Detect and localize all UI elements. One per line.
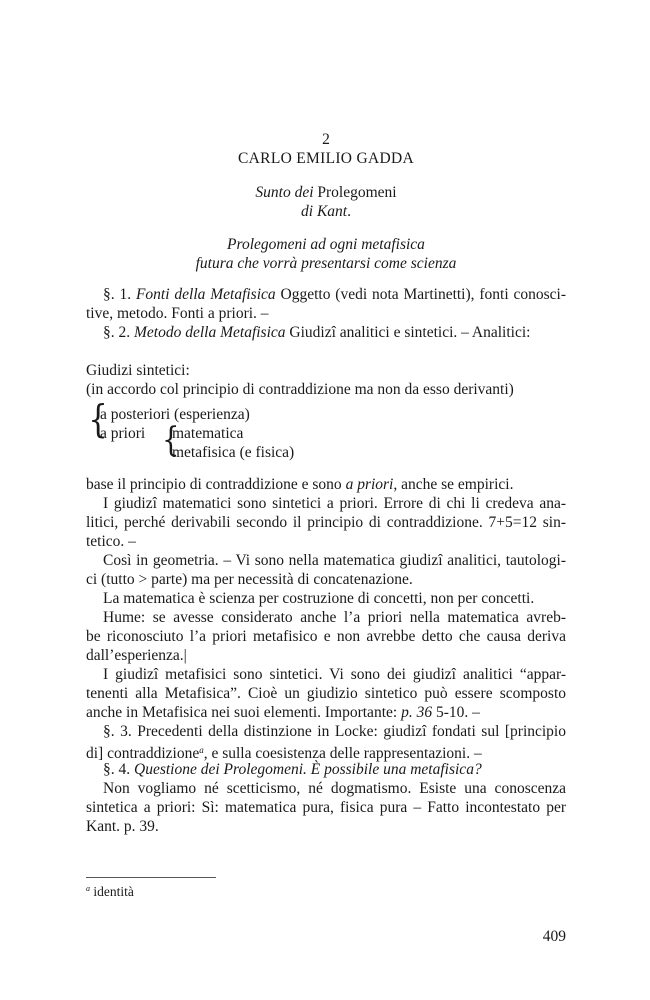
footnote-mark: a bbox=[86, 884, 90, 893]
p7-text-b: , e sulla coesistenza delle rappresentazioni. – bbox=[203, 745, 482, 762]
section-1-line-1 bbox=[86, 285, 566, 304]
section-1-line-2: tive, metodo. Fonti a priori. – bbox=[86, 305, 269, 322]
title-line-2-dot: . bbox=[347, 203, 351, 220]
brace-sub-matematica: matematica bbox=[172, 425, 244, 442]
p6-italic-ref: p. 36 bbox=[401, 704, 433, 721]
paragraph-6-line-3 bbox=[86, 703, 566, 722]
p7-text-a: di] contraddizione bbox=[86, 745, 200, 762]
section-4-label: §. 4. bbox=[103, 761, 134, 778]
section-1-heading: Fonti della Metafisica bbox=[135, 286, 276, 303]
paragraph-3-line-2: ci (tutto > parte) ma per necessità di concatenazione. bbox=[86, 571, 413, 588]
paragraph-3-line-1: Così in geometria. – Vi sono nella matematica giudizî analitici, tautologi- bbox=[103, 552, 566, 569]
footnote-text: identità bbox=[93, 884, 134, 899]
p1-text-a: base il principio di contraddizione e sono bbox=[86, 476, 346, 493]
brace-classification bbox=[86, 397, 386, 463]
paragraph-5-line-2: be riconosciuto l’a priori metafisico e non avrebbe detto che causa deriva bbox=[86, 628, 566, 645]
sintetici-block bbox=[86, 361, 566, 399]
p6-text-a: anche in Metafisica nei suoi elementi. Importante: bbox=[86, 704, 402, 721]
author-name: CARLO EMILIO GADDA bbox=[238, 150, 414, 167]
brace-item-a-posteriori: a posteriori (esperienza) bbox=[100, 406, 250, 423]
footnote bbox=[86, 881, 134, 900]
paragraph-6-line-2: tenenti alla Metafisica”. Cioè un giudizio sintetico può essere scomposto bbox=[86, 685, 566, 702]
paragraph-9-line-1: Non vogliamo né scetticismo, né dogmatismo. Esiste una conoscenza bbox=[103, 780, 566, 797]
inner-brace-icon: { bbox=[162, 420, 180, 460]
paragraph-6-line-1: I giudizî metafisici sono sintetici. Vi sono dei giudizî analitici “appar- bbox=[103, 666, 566, 683]
footnote-rule bbox=[86, 877, 216, 878]
paragraph-2-line-1: I giudizî matematici sono sintetici a priori. Errore di chi li credeva ana- bbox=[103, 495, 566, 512]
title-line-2-italic: di Kant bbox=[301, 203, 348, 220]
paragraph-5-line-1: Hume: se avesse considerato anche l’a priori nella matematica avreb- bbox=[103, 609, 566, 626]
paragraph-9-line-3: Kant. p. 39. bbox=[86, 818, 159, 835]
brace-sub-metafisica: metafisica (e fisica) bbox=[172, 444, 295, 461]
p1-italic: a priori bbox=[345, 476, 394, 493]
sintetici-heading: Giudizi sintetici: bbox=[86, 362, 190, 379]
section-2-text: Giudizî analitici e sintetici. – Analitici: bbox=[285, 324, 531, 341]
paragraph-8 bbox=[86, 760, 566, 779]
brace-item-a-priori: a priori bbox=[100, 425, 146, 442]
outer-brace-icon: { bbox=[88, 397, 108, 441]
main-text bbox=[86, 475, 566, 836]
paragraph-7-line-2 bbox=[86, 741, 566, 760]
page-number: 409 bbox=[542, 928, 566, 945]
paragraph-9-line-2: sintetica a priori: Sì: matematica pura, fisica pura – Fatto incontestato per bbox=[86, 799, 566, 816]
paragraph-5-line-3: dall’esperienza.| bbox=[86, 647, 187, 664]
paragraph-2-line-3: tetico. – bbox=[86, 533, 136, 550]
sintetici-note: (in accordo col principio di contraddizione ma non da esso derivanti) bbox=[86, 381, 514, 398]
subtitle-line-1: Prolegomeni ad ogni metafisica bbox=[227, 236, 425, 253]
paragraph-7-line-1: §. 3. Precedenti della distinzione in Locke: giudizî fondati sul [principio bbox=[103, 723, 566, 740]
title-line-1 bbox=[86, 183, 566, 202]
title-italic-part: Sunto dei bbox=[255, 184, 314, 201]
p1-text-b: , anche se empirici. bbox=[393, 476, 514, 493]
title-line-2 bbox=[86, 202, 566, 221]
section-1-label: §. 1. bbox=[103, 286, 136, 303]
footnote-marker[interactable]: a bbox=[199, 745, 204, 755]
section-2-heading: Metodo della Metafisica bbox=[134, 324, 286, 341]
paragraph-1 bbox=[86, 475, 566, 494]
p6-text-b: 5-10. – bbox=[432, 704, 480, 721]
section-2-label: §. 2. bbox=[103, 324, 134, 341]
section-1-text: Oggetto (vedi nota Martinetti), fonti conosci- bbox=[275, 286, 566, 303]
chapter-number: 2 bbox=[322, 131, 330, 148]
subtitle-line-2: futura che vorrà presentarsi come scienza bbox=[195, 255, 457, 272]
title-roman-part: Prolegomeni bbox=[317, 184, 397, 201]
sections-1-2 bbox=[86, 285, 566, 342]
paragraph-4: La matematica è scienza per costruzione di concetti, non per concetti. bbox=[103, 590, 535, 607]
section-4-heading: Questione dei Prolegomeni. È possibile una metafisica? bbox=[134, 761, 482, 778]
section-2-line bbox=[86, 323, 566, 342]
paragraph-2-line-2: litici, perché derivabili secondo il principio di contraddizione. 7+5=12 sin- bbox=[86, 514, 566, 531]
